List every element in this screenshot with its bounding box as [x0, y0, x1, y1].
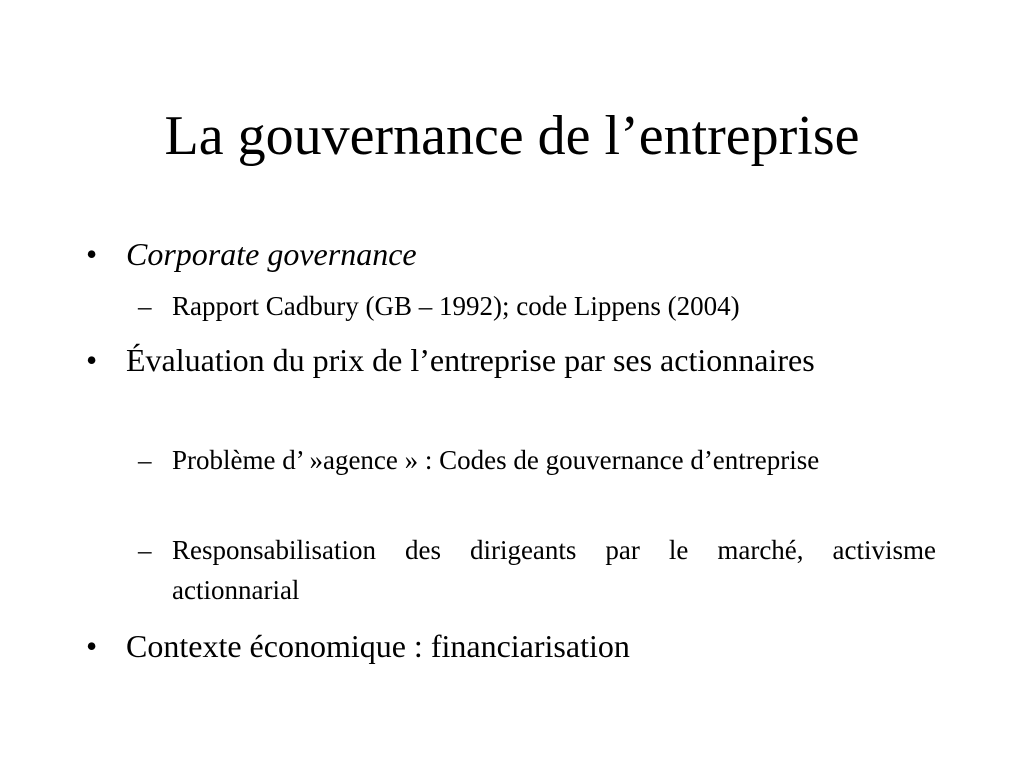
bullet-evaluation-prix — [86, 336, 936, 384]
dash-marker: – — [138, 535, 152, 565]
bullet-marker: • — [86, 236, 98, 272]
bullet-contexte-economique — [86, 622, 936, 670]
bullet-marker: • — [86, 342, 98, 378]
bullet-text: Corporate governance — [126, 236, 417, 272]
sub-bullet-cadbury-lippens — [138, 286, 936, 326]
slide-title: La gouvernance de l’entreprise — [164, 105, 860, 167]
dash-marker: – — [138, 445, 152, 475]
sub-bullet-text: Rapport Cadbury (GB – 1992); code Lippens (2004) — [172, 291, 740, 321]
sub-bullet-agence — [138, 440, 936, 480]
sub-bullet-text: Problème d’ »agence » : Codes de gouvernance d’entreprise — [172, 445, 820, 475]
bullet-text: Évaluation du prix de l’entreprise par ses actionnaires — [126, 342, 815, 378]
sub-bullet-responsabilisation — [138, 530, 936, 610]
bullet-text: Contexte économique : financiarisation — [126, 628, 630, 664]
bullet-marker: • — [86, 628, 98, 664]
bullet-corporate-governance — [86, 230, 936, 278]
sub-bullet-text: Responsabilisation des dirigeants par le marché, activisme actionnarial — [172, 535, 936, 605]
dash-marker: – — [138, 291, 152, 321]
